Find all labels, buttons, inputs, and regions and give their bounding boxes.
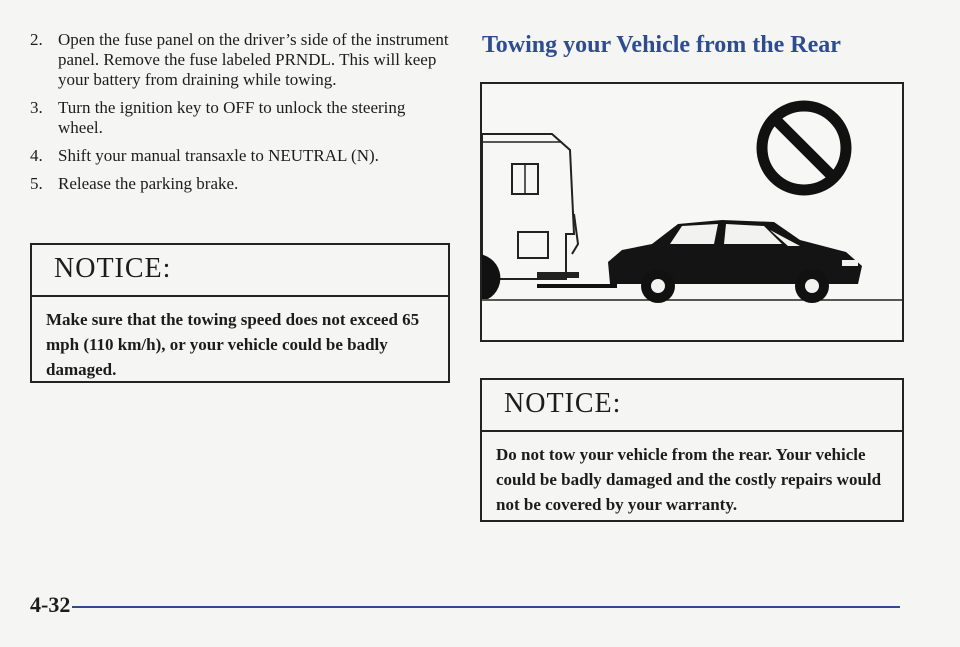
car-icon [608, 220, 862, 303]
notice-body: Do not tow your vehicle from the rear. Your vehicle could be badly damaged and the costly repairs would not be covered by your warranty. [496, 445, 882, 514]
step-text: Release the parking brake. [58, 174, 239, 193]
notice-heading: NOTICE: [32, 245, 448, 297]
step-item [30, 30, 450, 90]
step-number: 4. [30, 146, 43, 165]
step-text: Turn the ignition key to OFF to unlock the steering wheel. [58, 98, 406, 137]
page-number: 4-32 [30, 592, 71, 617]
footer-rule [72, 606, 900, 608]
notice-heading: NOTICE: [482, 380, 902, 432]
step-list [30, 30, 450, 194]
notice-box-warranty [480, 378, 904, 522]
step-item [30, 174, 450, 194]
step-item [30, 146, 450, 166]
section-title: Towing your Vehicle from the Rear [482, 32, 841, 58]
towing-illustration-svg [482, 84, 902, 340]
instruction-column [30, 30, 450, 202]
step-number: 5. [30, 174, 43, 193]
tow-truck-icon [482, 134, 617, 299]
step-item [30, 98, 450, 138]
step-text: Shift your manual transaxle to NEUTRAL (N). [58, 146, 379, 165]
towing-illustration [480, 82, 904, 342]
prohibited-sign-icon [762, 106, 846, 190]
step-number: 2. [30, 30, 43, 49]
step-text: Open the fuse panel on the driver’s side of the instrument panel. Remove the fuse labeled PRNDL. This will keep your battery from draining while towing. [58, 30, 449, 89]
notice-body: Make sure that the towing speed does not exceed 65 mph (110 km/h), or your vehicle could be badly damaged. [46, 310, 420, 379]
notice-box-speed [30, 243, 450, 383]
step-number: 3. [30, 98, 43, 117]
